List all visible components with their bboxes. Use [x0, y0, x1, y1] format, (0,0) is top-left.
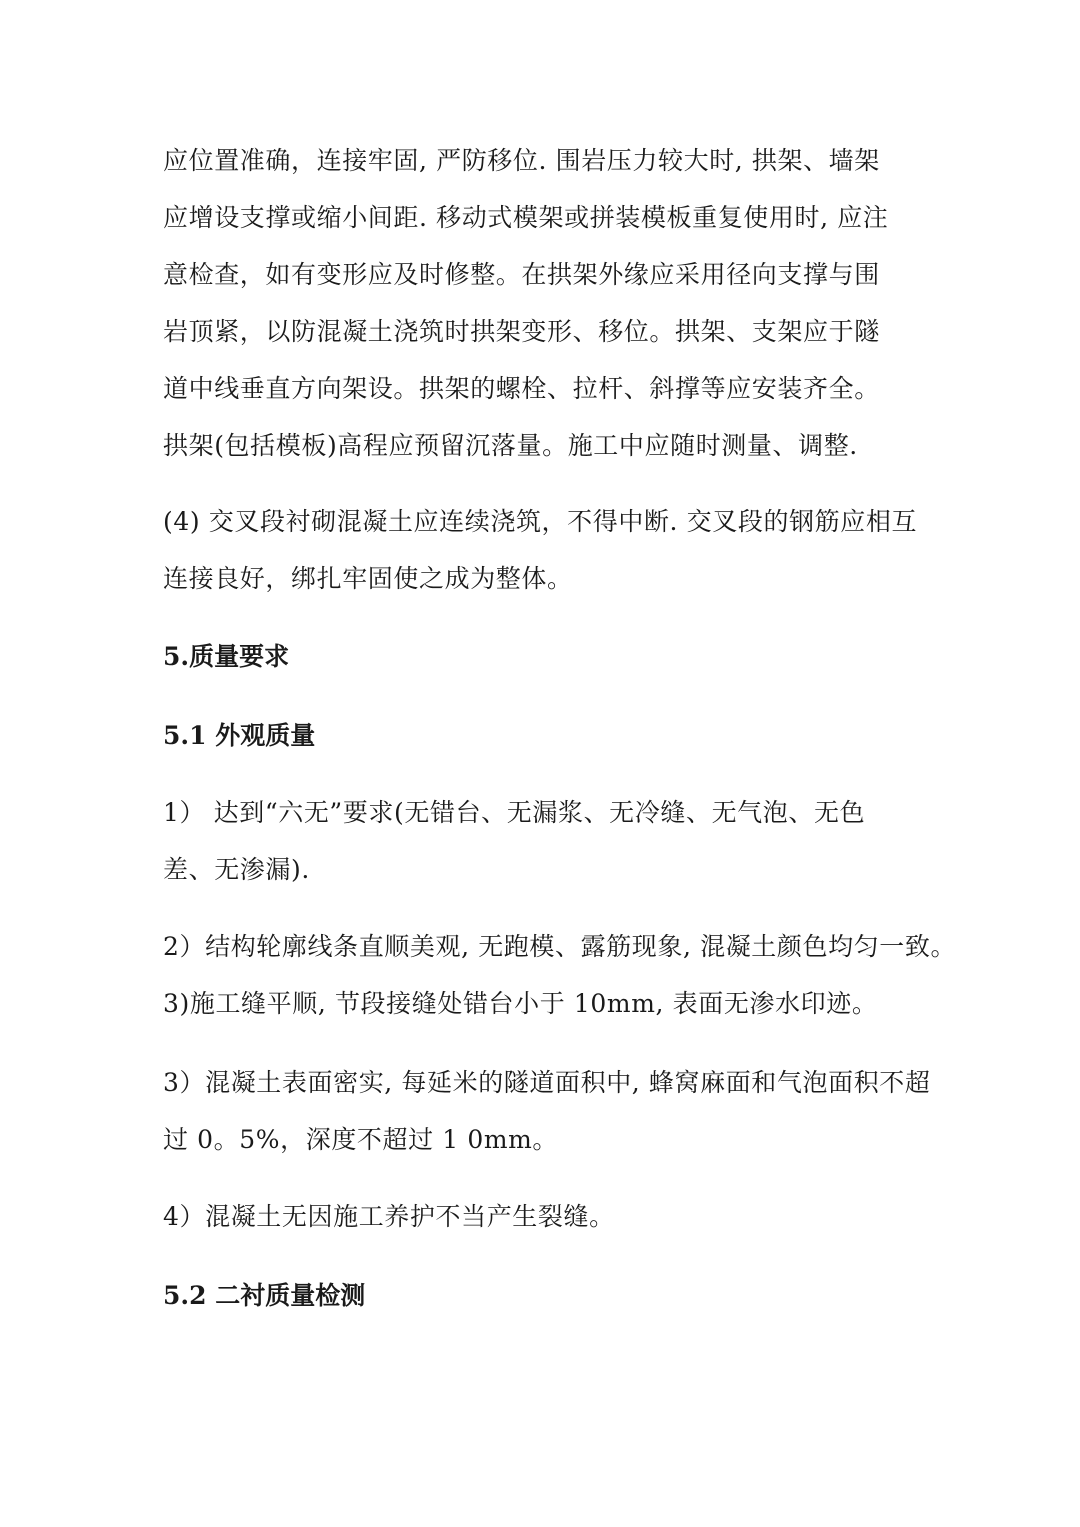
- paragraph-formwork: [163, 132, 923, 474]
- text-line: 2）结构轮廓线条直顺美观, 无跑模、露筋现象, 混凝土颜色均匀一致。: [163, 932, 957, 961]
- text-line: 连接良好，绑扎牢固使之成为整体。: [163, 564, 573, 593]
- text-line: 拱架(包括模板)高程应预留沉落量。施工中应随时测量、调整.: [163, 431, 858, 460]
- text-line: 应位置准确，连接牢固, 严防移位. 围岩压力较大时, 拱架、墙架: [163, 146, 880, 175]
- text-line: 1） 达到“六无”要求(无错台、无漏浆、无冷缝、无气泡、无色: [163, 798, 866, 827]
- text-line: 应增设支撑或缩小间距. 移动式模架或拼装模板重复使用时, 应注: [163, 203, 889, 232]
- section-heading-quality: 5.质量要求: [163, 642, 290, 671]
- list-item-cracks: [163, 1188, 923, 1245]
- text-line: 过 0。5%，深度不超过 1 0mm。: [163, 1125, 559, 1154]
- section-heading-appearance: 5.1 外观质量: [163, 721, 316, 750]
- text-line: 道中线垂直方向架设。拱架的螺栓、拉杆、斜撑等应安装齐全。: [163, 374, 880, 403]
- text-line: 3）混凝土表面密实, 每延米的隧道面积中, 蜂窝麻面和气泡面积不超: [163, 1068, 931, 1097]
- text-line: 岩顶紧，以防混凝土浇筑时拱架变形、移位。拱架、支架应于隧: [163, 317, 880, 346]
- text-line: (4) 交叉段衬砌混凝土应连续浇筑，不得中断. 交叉段的钢筋应相互: [163, 507, 918, 536]
- list-item-six-no: [163, 784, 923, 898]
- list-item-surface-density: [163, 1054, 931, 1168]
- list-item-contour: [163, 918, 957, 1032]
- text-line: 4）混凝土无因施工养护不当产生裂缝。: [163, 1202, 615, 1231]
- text-line: 3)施工缝平顺, 节段接缝处错台小于 10mm, 表面无渗水印迹。: [163, 989, 878, 1018]
- text-line: 意检查，如有变形应及时修整。在拱架外缘应采用径向支撑与围: [163, 260, 880, 289]
- section-heading-inspection: 5.2 二衬质量检测: [163, 1281, 366, 1310]
- text-line: 差、无渗漏).: [163, 855, 310, 884]
- paragraph-intersection: [163, 493, 923, 607]
